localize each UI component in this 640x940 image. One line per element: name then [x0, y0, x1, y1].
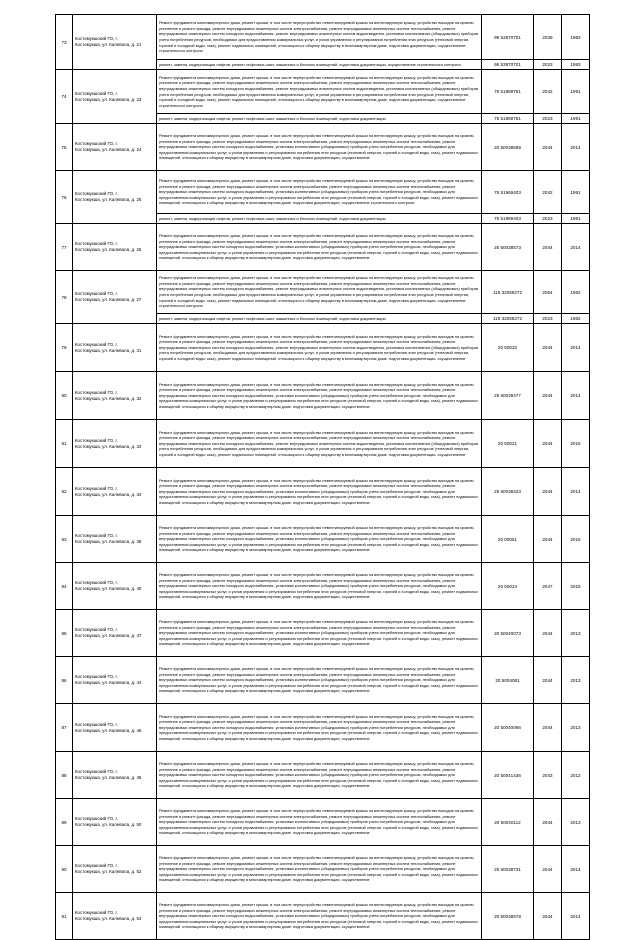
row-number: 76 [56, 171, 73, 224]
commission-year-cell: 2016 [562, 563, 590, 610]
work-description-cell: ремонт, замена, модернизация лифтов, ремонт лифтовых шахт, машинных и блочных помещений, подготовка документации, осуществление строительного контроля [157, 60, 482, 70]
planned-year-cell: 2044 [534, 324, 562, 372]
commission-year-cell: 1991 [562, 171, 590, 214]
cost-cell: 20 00051 [482, 516, 534, 563]
address-cell: Костомукшский ГО, г. Костомукша, ул. Калевала, д. 54 [73, 893, 157, 940]
row-number: 82 [56, 468, 73, 516]
cost-cell: 75 51969761 [482, 114, 534, 124]
cost-cell: 20 50024 [482, 563, 534, 610]
work-description-cell: Ремонт фундамента многоквартирного дома, ремонт крыши, в том числе переустройство невентилируемой крыши на вентилируемую крышу, устройство выходов на кровлю, утепление и ремонт фасада, ремонт внутридомовых инженерных систем электроснабжения, ремонт внутридомовых инженерных систем теплоснабжения, ремонт внутридомовых инженерных систем холодного водоснабжения, установка коллективных (общедомовых) приборов учета потребления ресурсов, необходимых для предоставления коммунальных услуг, и узлов управления и регулирования потребления этих ресурсов (тепловой энергии, горячей и холодной воды, газа), ремонт подвальных помещений, относящихся к общему имуществу в многоквартирном доме, подготовка документации, осуществление [157, 893, 482, 940]
row-number: 83 [56, 516, 73, 563]
commission-year-cell: 2014 [562, 372, 590, 420]
planned-year-cell: 2043 [534, 752, 562, 799]
work-description-cell: Ремонт фундамента многоквартирного дома, ремонт крыши, в том числе переустройство невентилируемой крыши на вентилируемую крышу, устройство выходов на кровлю, утепление и ремонт фасада, ремонт внутридомовых инженерных систем электроснабжения, ремонт внутридомовых инженерных систем теплоснабжения, ремонт внутридомовых инженерных систем холодного водоснабжения, установка коллективных (общедомовых) приборов учета потребления ресурсов, необходимых для предоставления коммунальных услуг, и узлов управления и регулирования потребления этих ресурсов (тепловой энергии, горячей и холодной воды, газа), ремонт подвальных помещений, относящихся к общему имуществу в многоквартирном доме, подготовка документации, осуществление [157, 563, 482, 610]
table-row [56, 271, 590, 314]
cost-cell: 95 53870701 [482, 60, 534, 70]
cost-cell: 20 50040112 [482, 799, 534, 846]
cost-cell: 115 32068272 [482, 271, 534, 314]
planned-year-cell: 2044 [534, 657, 562, 704]
address-cell: Костомукшский ГО, г. Костомукша, ул. Калевала, д. 34 [73, 468, 157, 516]
planned-year-cell: 2044 [534, 893, 562, 940]
commission-year-cell: 1991 [562, 214, 590, 224]
commission-year-cell: 2013 [562, 704, 590, 752]
planned-year-cell: 2023 [534, 214, 562, 224]
work-description-cell: Ремонт фундамента многоквартирного дома, ремонт крыши, в том числе переустройство невентилируемой крыши на вентилируемую крышу, устройство выходов на кровлю, утепление и ремонт фасада, ремонт внутридомовых инженерных систем электроснабжения, ремонт внутридомовых инженерных систем теплоснабжения, ремонт внутридомовых инженерных систем холодного водоснабжения, установка коллективных (общедомовых) приборов учета потребления ресурсов, необходимых для предоставления коммунальных услуг, и узлов управления и регулирования потребления этих ресурсов (тепловой энергии, горячей и холодной воды, газа), ремонт подвальных помещений, относящихся к общему имуществу в многоквартирном доме, подготовка документации, осуществление [157, 516, 482, 563]
table-row [56, 846, 590, 893]
cost-cell: 25 50038731 [482, 846, 534, 893]
planned-year-cell: 2044 [534, 799, 562, 846]
commission-year-cell: 2015 [562, 420, 590, 468]
work-description-cell: Ремонт фундамента многоквартирного дома, ремонт крыши, в том числе переустройство невентилируемой крыши на вентилируемую крышу, устройство выходов на кровлю, утепление и ремонт фасада, ремонт внутридомовых инженерных систем электроснабжения, ремонт внутридомовых инженерных систем теплоснабжения, ремонт внутридомовых инженерных систем холодного водоснабжения, установка коллективных (общедомовых) приборов учета потребления ресурсов, необходимых для предоставления коммунальных услуг, и узлов управления и регулирования потребления этих ресурсов (тепловой энергии, горячей и холодной воды, газа), ремонт подвальных помещений, относящихся к общему имуществу в многоквартирном доме, подготовка документации, осуществление [157, 224, 482, 271]
work-description-cell: Ремонт фундамента многоквартирного дома, ремонт крыши, в том числе переустройство невентилируемой крыши на вентилируемую крышу, устройство выходов на кровлю, утепление и ремонт фасада, ремонт внутридомовых инженерных систем электроснабжения, ремонт внутридомовых инженерных систем теплоснабжения, ремонт внутридомовых инженерных систем холодного водоснабжения, установка коллективных (общедомовых) приборов учета потребления ресурсов, необходимых для предоставления коммунальных услуг, и узлов управления и регулирования потребления этих ресурсов (тепловой энергии, горячей и холодной воды, газа), ремонт подвальных помещений, относящихся к общему имуществу в многоквартирном доме, подготовка документации, осуществление [157, 846, 482, 893]
address-cell: Костомукшский ГО, г. Костомукша, ул. Калевала, д. 25 [73, 171, 157, 224]
table-row [56, 124, 590, 171]
row-number: 78 [56, 271, 73, 324]
table-row [56, 372, 590, 420]
planned-year-cell: 2047 [534, 563, 562, 610]
work-description-cell: Ремонт фундамента многоквартирного дома, ремонт крыши, в том числе переустройство невентилируемой крыши на вентилируемую крышу, устройство выходов на кровлю, утепление и ремонт фасада, ремонт внутридомовых инженерных систем электроснабжения, ремонт внутридомовых инженерных систем теплоснабжения, ремонт внутридомовых инженерных систем холодного водоснабжения, ремонт внутридомовых инженерных систем водоотведения, установка коллективных (общедомовых) приборов учета потребления ресурсов, необходимых для предоставления коммунальных услуг, и узлов управления и регулирования потребления этих ресурсов (тепловой энергии, горячей и холодной воды, газа), ремонт подвальных помещений, относящихся к общему имуществу в многоквартирном доме, подготовка документации, осуществление строительного контроля [157, 271, 482, 314]
address-cell: Костомукшский ГО, г. Костомукша, ул. Калевала, д. 26 [73, 224, 157, 271]
address-cell: Костомукшский ГО, г. Костомукша, ул. Калевала, д. 32 [73, 372, 157, 420]
planned-year-cell: 2042 [534, 171, 562, 214]
work-description-cell: Ремонт фундамента многоквартирного дома, ремонт крыши, в том числе переустройство невентилируемой крыши на вентилируемую крышу, устройство выходов на кровлю, утепление и ремонт фасада, ремонт внутридомовых инженерных систем электроснабжения, ремонт внутридомовых инженерных систем теплоснабжения, ремонт внутридомовых инженерных систем холодного водоснабжения, ремонт внутридомовых инженерных систем водоотведения, установка коллективных (общедомовых) приборов учета потребления ресурсов, необходимых для предоставления коммунальных услуг, и узлов управления и регулирования потребления этих ресурсов (тепловой энергии, горячей и холодной воды, газа), ремонт подвальных помещений, относящихся к общему имуществу в многоквартирном доме, подготовка документации, осуществление [157, 420, 482, 468]
cost-cell: 20 50038578 [482, 893, 534, 940]
address-cell: Костомукшский ГО, г. Костомукша, ул. Калевала, д. 44 [73, 657, 157, 704]
table-body [56, 15, 590, 940]
address-cell: Костомукшский ГО, г. Костомукша, ул. Калевала, д. 48 [73, 752, 157, 799]
commission-year-cell: 2012 [562, 752, 590, 799]
row-number: 84 [56, 563, 73, 610]
cost-cell: 25 50039477 [482, 372, 534, 420]
work-description-cell: Ремонт фундамента многоквартирного дома, ремонт крыши, в том числе переустройство невентилируемой крыши на вентилируемую крышу, устройство выходов на кровлю, утепление и ремонт фасада, ремонт внутридомовых инженерных систем электроснабжения, ремонт внутридомовых инженерных систем теплоснабжения, ремонт внутридомовых инженерных систем холодного водоснабжения, установка коллективных (общедомовых) приборов учета потребления ресурсов, необходимых для предоставления коммунальных услуг, и узлов управления и регулирования потребления этих ресурсов (тепловой энергии, горячей и холодной воды, газа), ремонт подвальных помещений, относящихся к общему имуществу в многоквартирном доме, подготовка документации, осуществление [157, 704, 482, 752]
row-number: 88 [56, 752, 73, 799]
table-row [56, 752, 590, 799]
work-description-cell: Ремонт фундамента многоквартирного дома, ремонт крыши, в том числе переустройство невентилируемой крыши на вентилируемую крышу, устройство выходов на кровлю, утепление и ремонт фасада, ремонт внутридомовых инженерных систем электроснабжения, ремонт внутридомовых инженерных систем теплоснабжения, ремонт внутридомовых инженерных систем холодного водоснабжения, установка коллективных (общедомовых) приборов учета потребления ресурсов, необходимых для предоставления коммунальных услуг, и узлов управления и регулирования потребления этих ресурсов (тепловой энергии, горячей и холодной воды, газа), ремонт подвальных помещений, относящихся к общему имуществу в многоквартирном доме, подготовка документации, осуществление [157, 124, 482, 171]
address-cell: Костомукшский ГО, г. Костомукша, ул. Калевала, д. 27 [73, 271, 157, 324]
table-row [56, 171, 590, 214]
table-row [56, 420, 590, 468]
commission-year-cell: 2013 [562, 610, 590, 657]
commission-year-cell: 1991 [562, 70, 590, 114]
table-row [56, 610, 590, 657]
work-description-cell: Ремонт фундамента многоквартирного дома, ремонт крыши, в том числе переустройство невентилируемой крыши на вентилируемую крышу, устройство выходов на кровлю, утепление и ремонт фасада, ремонт внутридомовых инженерных систем электроснабжения, ремонт внутридомовых инженерных систем теплоснабжения, ремонт внутридомовых инженерных систем холодного водоснабжения, установка коллективных (общедомовых) приборов учета потребления ресурсов, необходимых для предоставления коммунальных услуг, и узлов управления и регулирования потребления этих ресурсов (тепловой энергии, горячей и холодной воды, газа), ремонт подвальных помещений, относящихся к общему имуществу в многоквартирном доме, подготовка документации, осуществление строительного контроля [157, 171, 482, 214]
cost-cell: 20 50040073 [482, 610, 534, 657]
planned-year-cell: 2044 [534, 372, 562, 420]
table-row [56, 704, 590, 752]
planned-year-cell: 2044 [534, 516, 562, 563]
cost-cell: 20 50038569 [482, 124, 534, 171]
cost-cell: 115 32068272 [482, 314, 534, 324]
commission-year-cell: 2014 [562, 124, 590, 171]
commission-year-cell: 1982 [562, 271, 590, 314]
cost-cell: 75 51969761 [482, 70, 534, 114]
work-description-cell: Ремонт фундамента многоквартирного дома, ремонт крыши, в том числе переустройство невентилируемой крыши на вентилируемую крышу, устройство выходов на кровлю, утепление и ремонт фасада, ремонт внутридомовых инженерных систем электроснабжения, ремонт внутридомовых инженерных систем теплоснабжения, ремонт внутридомовых инженерных систем холодного водоснабжения, ремонт внутридомовых инженерных систем водоотведения, установка коллективных (общедомовых) приборов учета потребления ресурсов, необходимых для предоставления коммунальных услуг, и узлов управления и регулирования потребления этих ресурсов (тепловой энергии, горячей и холодной воды, газа), ремонт подвальных помещений, относящихся к общему имуществу в многоквартирном доме, подготовка документации, осуществление строительного контроля [157, 15, 482, 60]
cost-cell: 20 5004081 [482, 657, 534, 704]
address-cell: Костомукшский ГО, г. Костомукша, ул. Калевала, д. 33 [73, 420, 157, 468]
cost-cell: 20 50041436 [482, 752, 534, 799]
planned-year-cell: 2054 [534, 271, 562, 314]
planned-year-cell: 2044 [534, 704, 562, 752]
commission-year-cell: 2014 [562, 468, 590, 516]
table-row [56, 799, 590, 846]
cost-cell: 95 53870701 [482, 15, 534, 60]
address-cell: Костомукшский ГО, г. Костомукша, ул. Калевала, д. 52 [73, 846, 157, 893]
row-number: 86 [56, 657, 73, 704]
cost-cell: 20 50021 [482, 420, 534, 468]
cost-cell: 20 50032 [482, 324, 534, 372]
address-cell: Костомукшский ГО, г. Костомукша, ул. Калевала, д. 50 [73, 799, 157, 846]
row-number: 74 [56, 70, 73, 124]
table-row [56, 324, 590, 372]
planned-year-cell: 2023 [534, 60, 562, 70]
row-number: 89 [56, 799, 73, 846]
cost-cell: 25 50038573 [482, 224, 534, 271]
planned-year-cell: 2023 [534, 114, 562, 124]
table-row [56, 15, 590, 60]
work-description-cell: Ремонт фундамента многоквартирного дома, ремонт крыши, в том числе переустройство невентилируемой крыши на вентилируемую крышу, устройство выходов на кровлю, утепление и ремонт фасада, ремонт внутридомовых инженерных систем электроснабжения, ремонт внутридомовых инженерных систем теплоснабжения, ремонт внутридомовых инженерных систем холодного водоснабжения, установка коллективных (общедомовых) приборов учета потребления ресурсов, необходимых для предоставления коммунальных услуг, и узлов управления и регулирования потребления этих ресурсов (тепловой энергии, горячей и холодной воды, газа), ремонт подвальных помещений, относящихся к общему имуществу в многоквартирном доме, подготовка документации, осуществление [157, 657, 482, 704]
row-number: 81 [56, 420, 73, 468]
row-number: 85 [56, 610, 73, 657]
planned-year-cell: 2044 [534, 846, 562, 893]
commission-year-cell: 2014 [562, 846, 590, 893]
cost-cell: 25 50038423 [482, 468, 534, 516]
commission-year-cell: 2013 [562, 799, 590, 846]
work-description-cell: Ремонт фундамента многоквартирного дома, ремонт крыши, в том числе переустройство невентилируемой крыши на вентилируемую крышу, устройство выходов на кровлю, утепление и ремонт фасада, ремонт внутридомовых инженерных систем электроснабжения, ремонт внутридомовых инженерных систем теплоснабжения, ремонт внутридомовых инженерных систем холодного водоснабжения, установка коллективных (общедомовых) приборов учета потребления ресурсов, необходимых для предоставления коммунальных услуг, и узлов управления и регулирования потребления этих ресурсов (тепловой энергии, горячей и холодной воды, газа), ремонт подвальных помещений, относящихся к общему имуществу в многоквартирном доме, подготовка документации, осуществление [157, 752, 482, 799]
address-cell: Костомукшский ГО, г. Костомукша, ул. Калевала, д. 40 [73, 563, 157, 610]
commission-year-cell: 2014 [562, 324, 590, 372]
address-cell: Костомукшский ГО, г. Костомукша, ул. Калевала, д. 46 [73, 704, 157, 752]
work-description-cell: Ремонт фундамента многоквартирного дома, ремонт крыши, в том числе переустройство невентилируемой крыши на вентилируемую крышу, устройство выходов на кровлю, утепление и ремонт фасада, ремонт внутридомовых инженерных систем электроснабжения, ремонт внутридомовых инженерных систем теплоснабжения, ремонт внутридомовых инженерных систем холодного водоснабжения, установка коллективных (общедомовых) приборов учета потребления ресурсов, необходимых для предоставления коммунальных услуг, и узлов управления и регулирования потребления этих ресурсов (тепловой энергии, горячей и холодной воды, газа), ремонт подвальных помещений, относящихся к общему имуществу в многоквартирном доме, подготовка документации, осуществление [157, 372, 482, 420]
planned-year-cell: 2044 [534, 610, 562, 657]
cost-cell: 75 51969403 [482, 171, 534, 214]
table-row [56, 893, 590, 940]
commission-year-cell: 1983 [562, 15, 590, 60]
commission-year-cell: 1991 [562, 114, 590, 124]
work-description-cell: ремонт, замена, модернизация лифтов, ремонт лифтовых шахт, машинных и блочных помещений, подготовка документации [157, 314, 482, 324]
table-row [56, 516, 590, 563]
address-cell: Костомукшский ГО, г. Костомукша, ул. Калевала, д. 31 [73, 324, 157, 372]
work-description-cell: Ремонт фундамента многоквартирного дома, ремонт крыши, в том числе переустройство невентилируемой крыши на вентилируемую крышу, устройство выходов на кровлю, утепление и ремонт фасада, ремонт внутридомовых инженерных систем электроснабжения, ремонт внутридомовых инженерных систем теплоснабжения, ремонт внутридомовых инженерных систем холодного водоснабжения, ремонт внутридомовых инженерных систем водоотведения, установка коллективных (общедомовых) приборов учета потребления ресурсов, необходимых для предоставления коммунальных услуг, и узлов управления и регулирования потребления этих ресурсов (тепловой энергии, горячей и холодной воды, газа), ремонт подвальных помещений, относящихся к общему имуществу в многоквартирном доме, подготовка документации, осуществление строительного контроля [157, 70, 482, 114]
planned-year-cell: 2044 [534, 420, 562, 468]
row-number: 80 [56, 372, 73, 420]
planned-year-cell: 2023 [534, 314, 562, 324]
row-number: 79 [56, 324, 73, 372]
planned-year-cell: 2039 [534, 15, 562, 60]
work-description-cell: ремонт, замена, модернизация лифтов, ремонт лифтовых шахт, машинных и блочных помещений, подготовка документации [157, 114, 482, 124]
address-cell: Костомукшский ГО, г. Костомукша, ул. Калевала, д. 21 [73, 15, 157, 70]
planned-year-cell: 2042 [534, 70, 562, 114]
cost-cell: 75 51969403 [482, 214, 534, 224]
commission-year-cell: 2013 [562, 657, 590, 704]
table-row [56, 563, 590, 610]
work-description-cell: Ремонт фундамента многоквартирного дома, ремонт крыши, в том числе переустройство невентилируемой крыши на вентилируемую крышу, устройство выходов на кровлю, утепление и ремонт фасада, ремонт внутридомовых инженерных систем электроснабжения, ремонт внутридомовых инженерных систем теплоснабжения, ремонт внутридомовых инженерных систем холодного водоснабжения, установка коллективных (общедомовых) приборов учета потребления ресурсов, необходимых для предоставления коммунальных услуг, и узлов управления и регулирования потребления этих ресурсов (тепловой энергии, горячей и холодной воды, газа), ремонт подвальных помещений, относящихся к общему имуществу в многоквартирном доме, подготовка документации, осуществление [157, 468, 482, 516]
work-description-cell: Ремонт фундамента многоквартирного дома, ремонт крыши, в том числе переустройство невентилируемой крыши на вентилируемую крышу, устройство выходов на кровлю, утепление и ремонт фасада, ремонт внутридомовых инженерных систем электроснабжения, ремонт внутридомовых инженерных систем теплоснабжения, ремонт внутридомовых инженерных систем холодного водоснабжения, установка коллективных (общедомовых) приборов учета потребления ресурсов, необходимых для предоставления коммунальных услуг, и узлов управления и регулирования потребления этих ресурсов (тепловой энергии, горячей и холодной воды, газа), ремонт подвальных помещений, относящихся к общему имуществу в многоквартирном доме, подготовка документации, осуществление [157, 610, 482, 657]
row-number: 77 [56, 224, 73, 271]
commission-year-cell: 1983 [562, 60, 590, 70]
commission-year-cell: 1982 [562, 314, 590, 324]
cost-cell: 20 50040066 [482, 704, 534, 752]
address-cell: Костомукшский ГО, г. Костомукша, ул. Калевала, д. 47 [73, 610, 157, 657]
table-row [56, 70, 590, 114]
table-row [56, 224, 590, 271]
planned-year-cell: 2044 [534, 224, 562, 271]
address-cell: Костомукшский ГО, г. Костомукша, ул. Калевала, д. 23 [73, 70, 157, 124]
row-number: 73 [56, 15, 73, 70]
row-number: 75 [56, 124, 73, 171]
commission-year-cell: 2014 [562, 893, 590, 940]
work-description-cell: ремонт, замена, модернизация лифтов, ремонт лифтовых шахт, машинных и блочных помещений, подготовка документации [157, 214, 482, 224]
table-row [56, 468, 590, 516]
address-cell: Костомукшский ГО, г. Костомукша, ул. Калевала, д. 24 [73, 124, 157, 171]
work-description-cell: Ремонт фундамента многоквартирного дома, ремонт крыши, в том числе переустройство невентилируемой крыши на вентилируемую крышу, устройство выходов на кровлю, утепление и ремонт фасада, ремонт внутридомовых инженерных систем электроснабжения, ремонт внутридомовых инженерных систем теплоснабжения, ремонт внутридомовых инженерных систем холодного водоснабжения, ремонт внутридомовых инженерных систем водоотведения, установка коллективных (общедомовых) приборов учета потребления ресурсов, необходимых для предоставления коммунальных услуг, и узлов управления и регулирования потребления этих ресурсов (тепловой энергии, горячей и холодной воды, газа), ремонт подвальных помещений, относящихся к общему имуществу в многоквартирном доме, подготовка документации, осуществление [157, 324, 482, 372]
table-row [56, 657, 590, 704]
address-cell: Костомукшский ГО, г. Костомукша, ул. Калевала, д. 38 [73, 516, 157, 563]
planned-year-cell: 2044 [534, 468, 562, 516]
commission-year-cell: 2015 [562, 516, 590, 563]
planned-year-cell: 2044 [534, 124, 562, 171]
work-description-cell: Ремонт фундамента многоквартирного дома, ремонт крыши, в том числе переустройство невентилируемой крыши на вентилируемую крышу, устройство выходов на кровлю, утепление и ремонт фасада, ремонт внутридомовых инженерных систем электроснабжения, ремонт внутридомовых инженерных систем теплоснабжения, ремонт внутридомовых инженерных систем холодного водоснабжения, установка коллективных (общедомовых) приборов учета потребления ресурсов, необходимых для предоставления коммунальных услуг, и узлов управления и регулирования потребления этих ресурсов (тепловой энергии, горячей и холодной воды, газа), ремонт подвальных помещений, относящихся к общему имуществу в многоквартирном доме, подготовка документации, осуществление [157, 799, 482, 846]
capital-repair-table [55, 14, 590, 940]
row-number: 90 [56, 846, 73, 893]
row-number: 91 [56, 893, 73, 940]
commission-year-cell: 2014 [562, 224, 590, 271]
row-number: 87 [56, 704, 73, 752]
